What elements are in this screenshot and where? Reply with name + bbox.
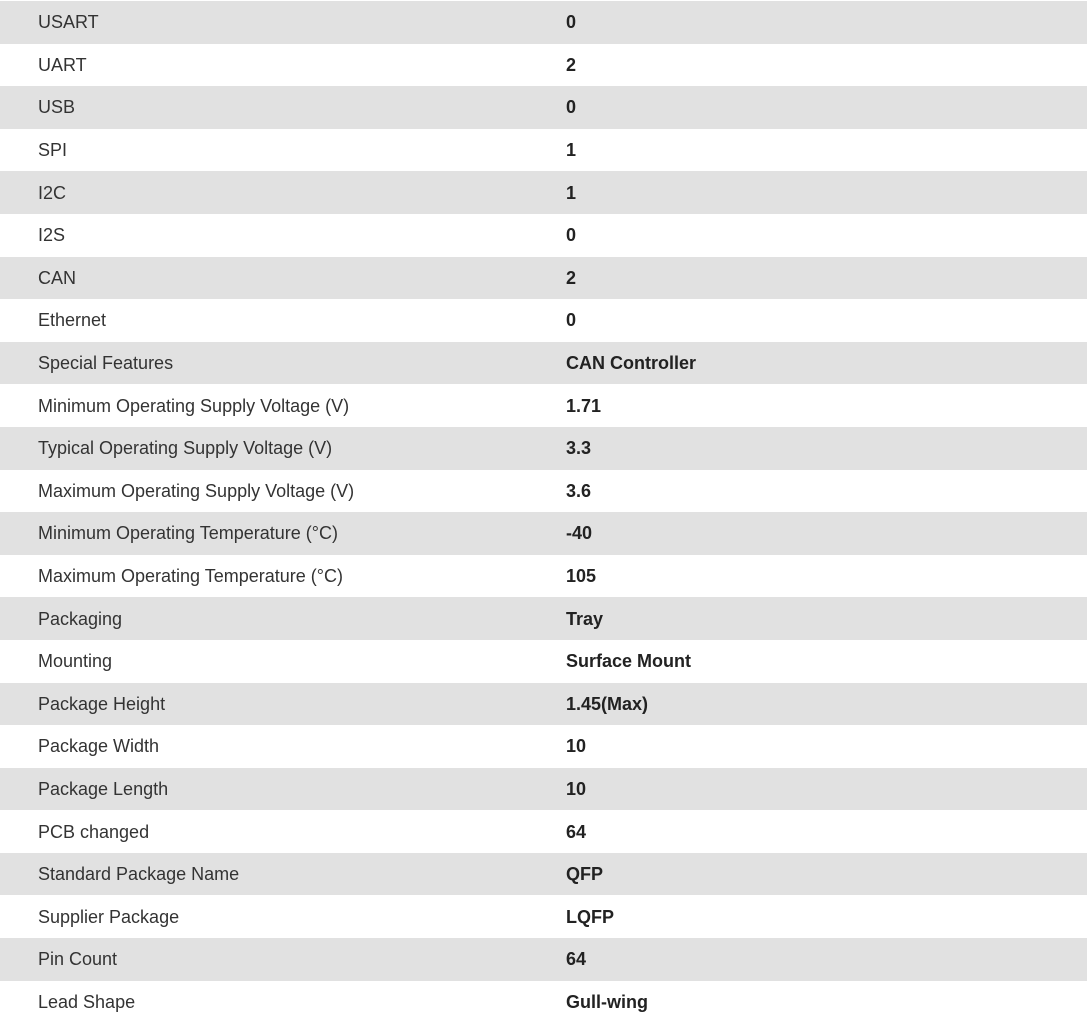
spec-value: 64 bbox=[566, 949, 587, 970]
spec-value: 2 bbox=[566, 267, 577, 288]
spec-row-lead-shape bbox=[0, 981, 1087, 1023]
spec-row-uart bbox=[0, 44, 1087, 87]
spec-value: 10 bbox=[566, 778, 587, 799]
spec-label: Typical Operating Supply Voltage (V) bbox=[38, 438, 333, 459]
spec-row-min-temperature bbox=[0, 512, 1087, 555]
spec-label: PCB changed bbox=[38, 821, 150, 842]
specifications-table bbox=[0, 1, 1087, 1023]
spec-row-package-width bbox=[0, 725, 1087, 768]
spec-row-supplier-package bbox=[0, 895, 1087, 938]
spec-label: Package Height bbox=[38, 693, 166, 714]
spec-value: Surface Mount bbox=[566, 651, 692, 672]
spec-value: Gull-wing bbox=[566, 991, 648, 1012]
spec-value: QFP bbox=[566, 864, 604, 885]
spec-row-max-temperature bbox=[0, 555, 1087, 598]
spec-label: Package Length bbox=[38, 778, 169, 799]
spec-row-usb bbox=[0, 86, 1087, 129]
spec-row-spi bbox=[0, 129, 1087, 172]
spec-label: SPI bbox=[38, 140, 68, 161]
spec-value: 64 bbox=[566, 821, 587, 842]
spec-row-package-height bbox=[0, 683, 1087, 726]
spec-row-pin-count bbox=[0, 938, 1087, 981]
spec-value: 2 bbox=[566, 54, 577, 75]
spec-row-mounting bbox=[0, 640, 1087, 683]
spec-label: UART bbox=[38, 54, 87, 75]
spec-label: CAN bbox=[38, 267, 77, 288]
spec-label: Lead Shape bbox=[38, 991, 136, 1012]
spec-label: Supplier Package bbox=[38, 906, 180, 927]
spec-label: Ethernet bbox=[38, 310, 107, 331]
spec-label: I2C bbox=[38, 182, 67, 203]
spec-value: 3.6 bbox=[566, 480, 592, 501]
spec-value: 1 bbox=[566, 140, 577, 161]
spec-label: Minimum Operating Temperature (°C) bbox=[38, 523, 338, 544]
spec-row-packaging bbox=[0, 597, 1087, 640]
spec-label: Packaging bbox=[38, 608, 123, 629]
spec-row-can bbox=[0, 257, 1087, 300]
specifications-table-body bbox=[0, 1, 1087, 1023]
spec-row-min-supply-voltage bbox=[0, 384, 1087, 427]
spec-label: Special Features bbox=[38, 353, 174, 374]
spec-value: 1.45(Max) bbox=[566, 693, 649, 714]
spec-value: Tray bbox=[566, 608, 604, 629]
spec-value: 0 bbox=[566, 310, 577, 331]
spec-value: 0 bbox=[566, 12, 577, 33]
spec-value: 0 bbox=[566, 97, 577, 118]
spec-label: Mounting bbox=[38, 651, 113, 672]
spec-value: 1 bbox=[566, 182, 577, 203]
spec-value: 1.71 bbox=[566, 395, 602, 416]
spec-label: Standard Package Name bbox=[38, 864, 240, 885]
spec-label: USB bbox=[38, 97, 76, 118]
spec-value: CAN Controller bbox=[566, 353, 696, 374]
spec-value: 105 bbox=[566, 566, 597, 587]
spec-row-typ-supply-voltage bbox=[0, 427, 1087, 470]
spec-row-special-features bbox=[0, 342, 1087, 385]
spec-value: 0 bbox=[566, 225, 577, 246]
spec-row-package-length bbox=[0, 768, 1087, 811]
spec-value: -40 bbox=[566, 523, 593, 544]
spec-label: Package Width bbox=[38, 736, 160, 757]
spec-value: LQFP bbox=[566, 906, 614, 927]
spec-label: Maximum Operating Supply Voltage (V) bbox=[38, 480, 355, 501]
spec-label: USART bbox=[38, 12, 99, 33]
spec-label: Minimum Operating Supply Voltage (V) bbox=[38, 395, 350, 416]
spec-row-pcb-changed bbox=[0, 810, 1087, 853]
spec-row-i2s bbox=[0, 214, 1087, 257]
spec-label: I2S bbox=[38, 225, 66, 246]
spec-label: Maximum Operating Temperature (°C) bbox=[38, 566, 343, 587]
spec-row-i2c bbox=[0, 171, 1087, 214]
spec-row-standard-package-name bbox=[0, 853, 1087, 896]
spec-value: 10 bbox=[566, 736, 587, 757]
spec-row-ethernet bbox=[0, 299, 1087, 342]
spec-row-max-supply-voltage bbox=[0, 470, 1087, 513]
spec-value: 3.3 bbox=[566, 438, 592, 459]
spec-row-usart bbox=[0, 1, 1087, 44]
spec-label: Pin Count bbox=[38, 949, 118, 970]
